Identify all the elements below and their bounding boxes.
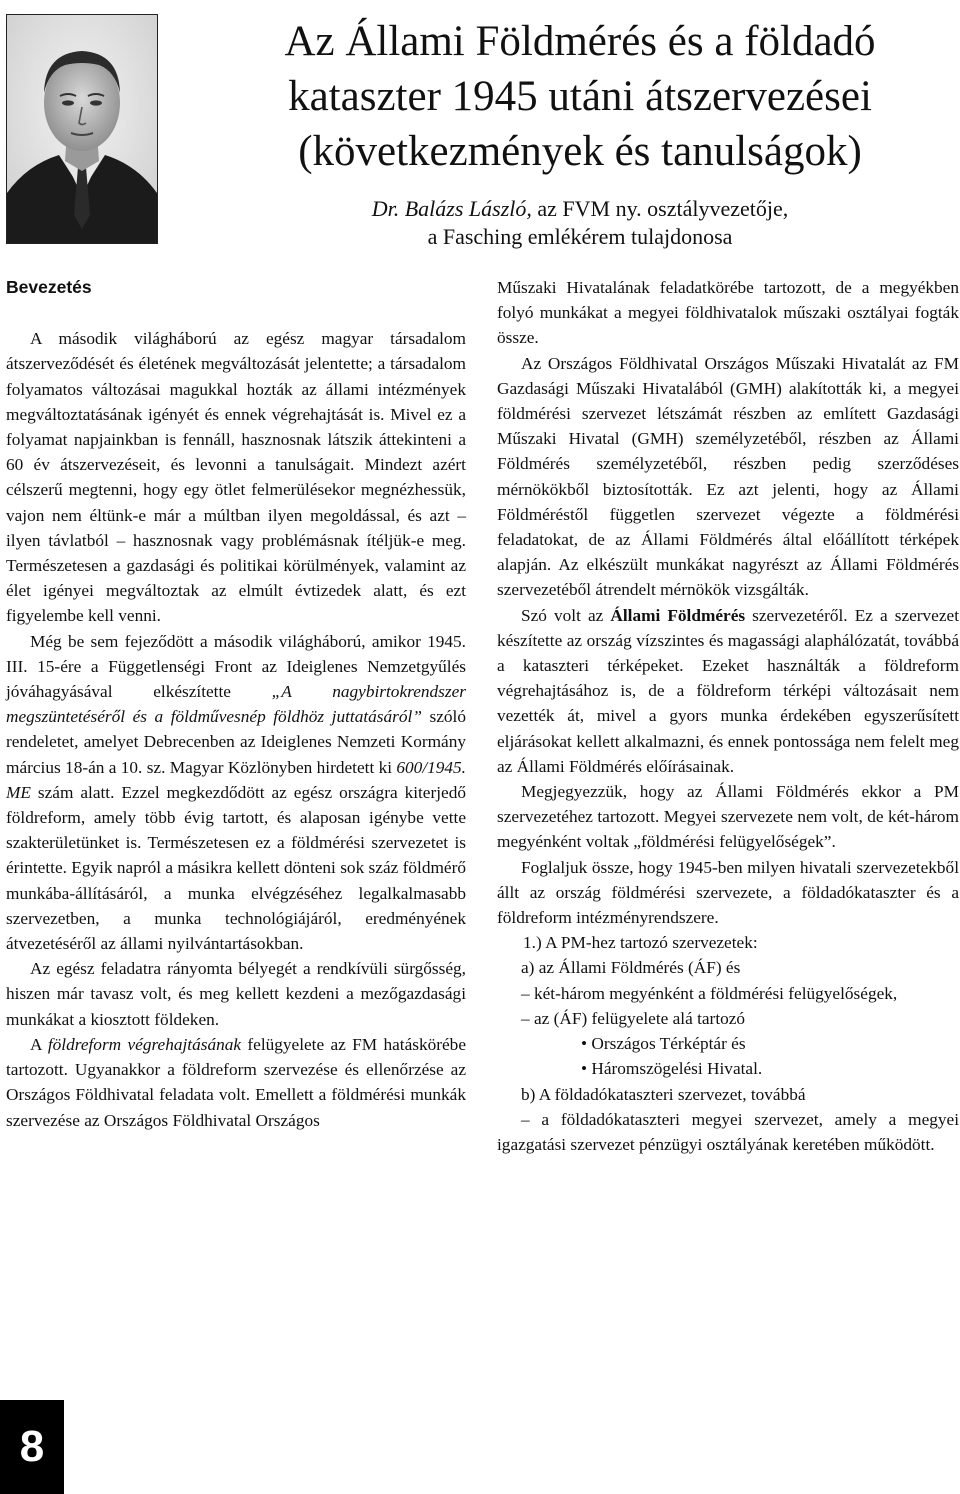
title-line-1: Az Állami Földmérés és a földadó (284, 18, 876, 65)
list-item-2: a) az Állami Földmérés (ÁF) és (521, 958, 741, 978)
left-p4-italic: földreform végrehajtásának (47, 1034, 242, 1054)
page-number: 8 (0, 1400, 64, 1494)
right-p3-text-b: szervezetéről. Ez a szervezet készítette az ország vízszintes és magassági alaphálózatát, továbbá a kataszteri térképeket. Ezeket használták a földreform végrehajtásához is, de a földreform térképi változásait nem vezették át, mivel a gyors munka érdekében egyszerűsített eljárásokat kellett alkalmazni, és ennek pontossága nem felelt meg az Állami Földmérés előírásainak. (497, 605, 959, 776)
title-line-2: kataszter 1945 utáni átszervezései (288, 73, 872, 120)
right-paragraph-5: Foglaljuk össze, hogy 1945-ben milyen hivatali szervezetekből állt az ország földmérési szervezete, a földadókataszter és a földreform intézményrendszere. (497, 857, 959, 928)
left-p4-text-b: felügyelete az FM hatáskörébe tartozott. Ugyanakkor a földreform szervezése és ellenőrzése az Országos Földhivatal feladata volt. Emellett a földmérési munkák szervezése az Országos Földhivatal Országos (6, 1034, 466, 1130)
article-title (200, 14, 960, 179)
author-position: az FVM ny. osztályvezetője, (531, 196, 789, 221)
left-p2-text-b: szóló rendeletet, amelyet Debrecenben az Ideiglenes Nemzeti Kormány március 18-án a 10. sz. Magyar Közlönyben hirdetett ki (6, 707, 466, 777)
author-portrait (6, 14, 158, 244)
left-column (6, 275, 466, 1133)
right-column (497, 275, 959, 1157)
list-item-3: – két-három megyénként a földmérési felügyelőségek, (521, 983, 898, 1003)
list-item-1: 1.) A PM-hez tartozó szervezetek: (523, 933, 758, 953)
list-item-6: • Háromszögelési Hivatal. (581, 1059, 763, 1079)
left-p2-text-a: Még be sem fejeződött a második világháború, amikor 1945. III. 15-ére a Függetlenségi Front az Ideiglenes Nemzetgyűlés jóváhagyásával elkészítette (6, 631, 466, 702)
title-line-3: (következmények és tanulságok) (298, 128, 862, 175)
author-award: a Fasching emlékérem tulajdonosa (427, 224, 733, 249)
left-paragraph-1: A második világháború az egész magyar társadalom átszerveződését és életének megváltozását jelentette; a társadalom folyamatos változásai magukkal hozták az állami intézmények megváltoztatásának igényét és ennek végrehajtását is. Mivel ez a folyamat napjainkban is fennáll, hasznosnak látszik áttekinteni a 60 év átszervezéseit, és levonni a tanulságait. Mindezt azért célszerű megtenni, hogy egy ötlet felmerülésekor megnézhessük, vajon nem éltünk-e már a múltban ilyen megoldással, és azt – ilyen távlatból – hasznosnak vagy problémásnak ítéljük-e meg. Természetesen a gazdasági és politikai körülmények, valamint az élet igényei megváltoztak az elmúlt évtizedek alatt, és ezt figyelembe kell venni. (6, 329, 466, 626)
decree-number: 600/1945. ME (6, 757, 466, 802)
left-p4-text-a: A (30, 1034, 48, 1054)
section-heading: Bevezetés (6, 277, 92, 297)
left-paragraph-4 (6, 1032, 466, 1133)
list-item-5: • Országos Térképtár és (581, 1034, 746, 1054)
decree-title: „A nagybirtokrendszer megszüntetéséről és a földművesnép földhöz juttatásáról” (6, 682, 466, 727)
right-p3-text-a: Szó volt az (521, 605, 611, 625)
right-paragraph-4: Megjegyezzük, hogy az Állami Földmérés ekkor a PM szervezetéhez tartozott. Megyei szervezete nem volt, de két-három megyénként voltak „földmérési felügyelőségek”. (497, 782, 959, 852)
author-byline (200, 195, 960, 251)
list-item-7: b) A földadókataszteri szervezet, továbbá (521, 1084, 806, 1104)
right-paragraph-1: Műszaki Hivatalának feladatkörébe tartozott, de a megyékben folyó munkákat a megyei földhivatalok műszaki osztályai fogták össze. (497, 278, 959, 348)
list-item-4: – az (ÁF) felügyelete alá tartozó (521, 1008, 746, 1028)
left-paragraph-3: Az egész feladatra rányomta bélyegét a rendkívüli sürgősség, hiszen már tavasz volt, és meg kellett kezdeni a mezőgazdasági munkákat a kiosztott földeken. (6, 959, 466, 1029)
right-p3-bold: Állami Földmérés (610, 605, 746, 625)
portrait-image (7, 15, 157, 243)
right-paragraph-3 (497, 603, 959, 779)
right-paragraph-2: Az Országos Földhivatal Országos Műszaki Hivatalát az FM Gazdasági Műszaki Hivatalából (GMH) alakították ki, a megyei földmérési szervezet létszámát részben az említett Gazdasági Műszaki Hivatal (GMH) személyzetéből, részben az Állami Földmérés személyzetéből, részben pedig szerződéses mérnökökből biztosították. Ez azt jelenti, hogy az Állami Földméréstől független szervezet végezte a földmérési feladatokat, de az Állami Földmérés által előállított térképek alapján. Az elkészült munkákat nagyrészt az Állami Földmérés szervezetéből átrendelt mérnökök vizsgálták. (497, 353, 959, 600)
list-item-8: – a földadókataszteri megyei szervezet, amely a megyei igazgatási szervezet pénzügyi osztályának keretében működött. (497, 1109, 959, 1154)
left-paragraph-2 (6, 629, 466, 957)
left-p2-text-c: szám alatt. Ezzel megkezdődött az egész országra kiterjedő földreform, amely több évig tartott, és alaposan igénybe vette szakterületünket is. Természetesen ez a földmérési szervezetet is érintette. Egyik napról a másikra kellett dönteni sok száz földmérő munkába-állításáról, a munka elvégzéséhez legalkalmasabb szervezetben, a munka technológiájáról, eredményének átvezetéséről az állami nyilvántartásokban. (6, 782, 466, 954)
author-name: Dr. Balázs László, (371, 196, 532, 221)
